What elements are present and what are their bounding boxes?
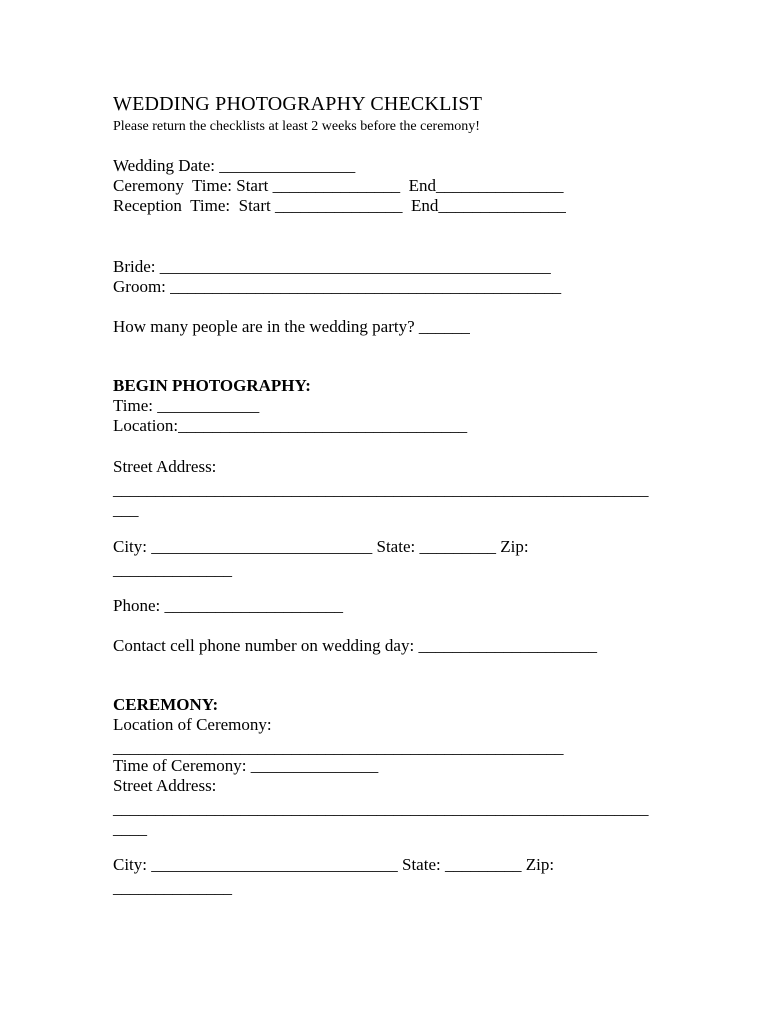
ceremony-time-field: Time of Ceremony: _______________ xyxy=(113,756,379,775)
contact-cell-field: Contact cell phone number on wedding day: _____________________ xyxy=(113,636,597,655)
ceremony-street-address-line: _______________________________________________________________ xyxy=(113,799,649,818)
ceremony-city-state-zip-field: City: _____________________________ State: _________ Zip: xyxy=(113,855,555,874)
ceremony-street-address-label: Street Address: xyxy=(113,776,217,795)
ceremony-zip-wrap: ______________ xyxy=(113,878,232,897)
ceremony-location-line: _____________________________________________________ xyxy=(113,738,564,757)
ceremony-heading: CEREMONY: xyxy=(113,695,219,714)
begin-time-field: Time: ____________ xyxy=(113,396,260,415)
reception-time-field: Reception Time: Start _______________ End_______________ xyxy=(113,196,566,215)
begin-street-address-wrap: ___ xyxy=(113,500,139,519)
return-instruction: Please return the checklists at least 2 weeks before the ceremony! xyxy=(113,119,480,134)
begin-location-field: Location:__________________________________ xyxy=(113,416,468,435)
begin-photography-heading: BEGIN PHOTOGRAPHY: xyxy=(113,376,311,395)
document-title: WEDDING PHOTOGRAPHY CHECKLIST xyxy=(113,93,483,115)
party-size-field: How many people are in the wedding party? ______ xyxy=(113,317,470,336)
begin-city-state-zip-field: City: __________________________ State: _________ Zip: xyxy=(113,537,529,556)
begin-street-address-label: Street Address: xyxy=(113,457,217,476)
phone-field: Phone: _____________________ xyxy=(113,596,343,615)
bride-field: Bride: ______________________________________________ xyxy=(113,257,551,276)
wedding-date-field: Wedding Date: ________________ xyxy=(113,156,356,175)
ceremony-time-field: Ceremony Time: Start _______________ End_______________ xyxy=(113,176,564,195)
ceremony-location-label: Location of Ceremony: xyxy=(113,715,272,734)
begin-zip-wrap: ______________ xyxy=(113,560,232,579)
begin-street-address-line: _______________________________________________________________ xyxy=(113,480,649,499)
groom-field: Groom: ______________________________________________ xyxy=(113,277,562,296)
ceremony-street-address-wrap: ____ xyxy=(113,819,147,838)
